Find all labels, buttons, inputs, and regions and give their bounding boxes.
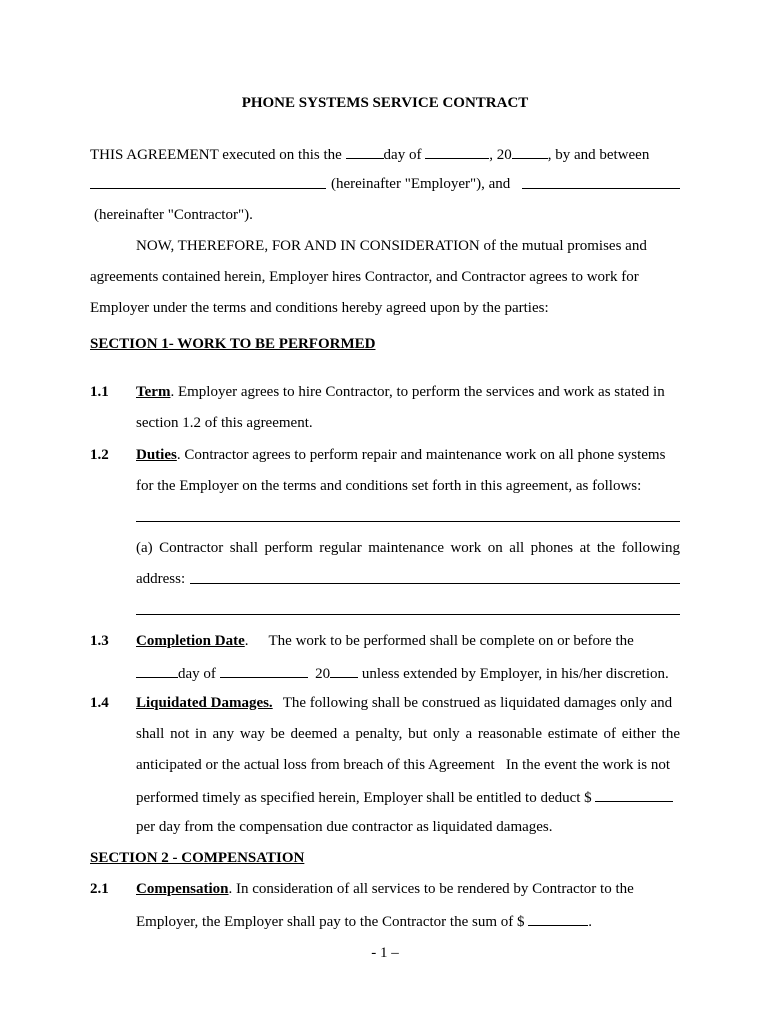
clause-1-1-line-2: section 1.2 of this agreement. [136,415,313,431]
year-blank[interactable] [512,144,548,159]
clause-2-1-line-2 [136,911,592,931]
clause-1-4-number: 1.4 [90,695,109,711]
intro-text: THIS AGREEMENT executed on this the [90,147,342,163]
intro-line-1 [90,144,649,164]
consideration-line-3: Employer under the terms and conditions hereby agreed upon by the parties: [90,300,549,316]
deduct-amount-blank[interactable] [595,787,673,802]
employer-tag: (hereinafter "Employer"), and [331,176,511,192]
clause-1-2-a-line-2: address: [136,571,186,587]
clause-1-3-number: 1.3 [90,633,109,649]
clause-1-4-text: The following shall be construed as liquidated damages only and [282,695,673,711]
consideration-line-2: agreements contained herein, Employer hires Contractor, and Contractor agrees to work for [90,269,639,285]
clause-1-2-line-2: for the Employer on the terms and conditions set forth in this agreement, as follows: [136,478,642,494]
completion-year-blank[interactable] [330,663,358,678]
clause-1-2-text: . Contractor agrees to perform repair and maintenance work on all phone systems [176,447,666,463]
clause-1-3-year-prefix: 20 [315,666,331,682]
section-2-heading: SECTION 2 - COMPENSATION [90,850,305,866]
intro-day-of: day of [383,147,422,163]
clause-1-4-line-3: anticipated or the actual loss from breach of this Agreement In the event the work is not [136,757,671,773]
intro-by-between: , by and between [547,147,650,163]
clause-1-3-line-2 [136,663,669,683]
clause-1-4-line-4 [136,787,673,807]
address-blank[interactable] [190,583,680,584]
day-blank[interactable] [346,144,384,159]
clause-2-1-text: . In consideration of all services to be rendered by Contractor to the [228,881,634,897]
clause-2-1-line-1 [136,880,634,898]
clause-2-1-sum-text: Employer, the Employer shall pay to the Contractor the sum of $ [136,914,525,930]
page-number: - 1 – [371,945,399,961]
completion-month-blank[interactable] [220,663,308,678]
contractor-tag: (hereinafter "Contractor"). [94,207,253,223]
clause-1-4-term: Liquidated Damages. [136,695,273,711]
clause-2-1-number: 2.1 [90,881,109,897]
clause-1-1-term: Term [136,384,171,400]
clause-1-2-number: 1.2 [90,447,109,463]
completion-day-blank[interactable] [136,663,178,678]
clause-1-3-text: The work to be performed shall be complete on or before the [268,633,634,649]
clause-2-1-period: . [588,914,592,930]
clause-1-4-line-5: per day from the compensation due contractor as liquidated damages. [136,819,553,835]
month-blank[interactable] [425,144,489,159]
clause-1-3-line-1 [136,632,634,650]
employer-name-blank[interactable] [90,188,326,189]
clause-1-4-line-1 [136,694,672,712]
intro-year-prefix: , 20 [489,147,512,163]
clause-2-1-term: Compensation [136,881,229,897]
section-1-heading: SECTION 1- WORK TO BE PERFORMED [90,336,376,352]
address-blank-line-2[interactable] [136,614,680,615]
clause-1-1-line-1 [136,383,665,401]
clause-1-2-line-1 [136,446,665,464]
clause-1-1-number: 1.1 [90,384,109,400]
clause-1-3-period: . [244,633,249,649]
compensation-amount-blank[interactable] [528,911,588,926]
clause-1-1-text: . Employer agrees to hire Contractor, to perform the services and work as stated in [170,384,665,400]
clause-1-3-text-2: unless extended by Employer, in his/her discretion. [361,666,669,682]
clause-1-3-day-of: day of [178,666,216,682]
clause-1-3-term: Completion Date [136,633,245,649]
duties-blank-line[interactable] [136,521,680,522]
document-title: PHONE SYSTEMS SERVICE CONTRACT [241,95,529,111]
clause-1-4-deduct-text: performed timely as specified herein, Employer shall be entitled to deduct $ [136,790,592,806]
clause-1-2-a-line-1: (a) Contractor shall perform regular maintenance work on all phones at the following [136,540,680,556]
contractor-name-blank[interactable] [522,188,680,189]
clause-1-2-term: Duties [136,447,177,463]
clause-1-4-line-2: shall not in any way be deemed a penalty, but only a reasonable estimate of either the [136,726,680,742]
consideration-line-1: NOW, THEREFORE, FOR AND IN CONSIDERATION of the mutual promises and [136,238,647,254]
